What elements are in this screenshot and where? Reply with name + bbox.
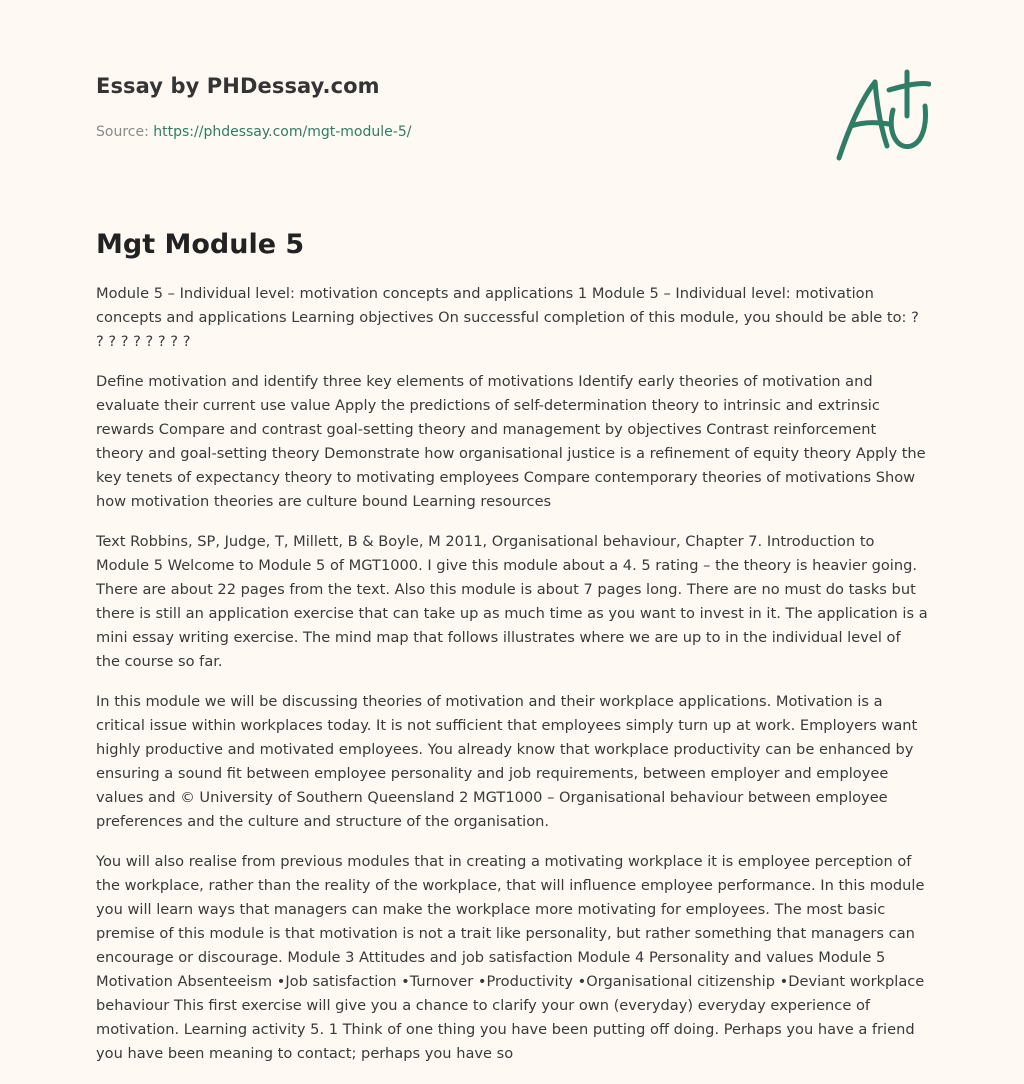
source-link[interactable]: https://phdessay.com/mgt-module-5/ <box>153 124 412 140</box>
essay-paragraph: You will also realise from previous modules that in creating a motivating workplace it is employee perception of the workplace, rather than the reality of the workplace, that will influence employee performance. In this module you will learn ways that managers can make the workplace more motivating for employees. The most basic premise of this module is that motivation is not a trait like personality, but rather something that managers can encourage or discourage. Module 3 Attitudes and job satisfaction Module 4 Personality and values Module 5 Motivation Absenteeism •Job satisfaction •Turnover •Productivity •Organisational citizenship •Deviant workplace behaviour This first exercise will give you a chance to clarify your own (everyday) everyday experience of motivation. Learning activity 5. 1 Think of one thing you have been putting off doing. Perhaps you have a friend you have been meaning to contact; perhaps you have so <box>96 853 925 1062</box>
essay-paragraph: Module 5 – Individual level: motivation concepts and applications 1 Module 5 – Individual level: motivation concepts and applications Learning objectives On successful completion of this module, you should be able to: ? ? ? ? ? ? ? ? ? <box>96 285 919 350</box>
site-title: Essay by PHDessay.com <box>96 74 380 98</box>
source-line <box>96 124 411 140</box>
essay-paragraph: Define motivation and identify three key elements of motivations Identify early theories of motivation and evaluate their current use value Apply the predictions of self-determination theory to intrinsic and extrinsic rewards Compare and contrast goal-setting theory and management by objectives Contrast reinforcement theory and goal-setting theory Demonstrate how organisational justice is a refinement of equity theory Apply the key tenets of expectancy theory to motivating employees Compare contemporary theories of motivations Show how motivation theories are culture bound Learning resources <box>96 373 926 510</box>
essay-paragraph: In this module we will be discussing theories of motivation and their workplace applications. Motivation is a critical issue within workplaces today. It is not sufficient that employees simply turn up at work. Employers want highly productive and motivated employees. You already know that workplace productivity can be enhanced by ensuring a sound fit between employee personality and job requirements, between employer and employee values and © University of Southern Queensland 2 MGT1000 – Organisational behaviour between employee preferences and the culture and structure of the organisation. <box>96 693 918 830</box>
essay-paragraph: Text Robbins, SP, Judge, T, Millett, B & Boyle, M 2011, Organisational behaviour, Chapter 7. Introduction to Module 5 Welcome to Module 5 of MGT1000. I give this module about a 4. 5 rating – the theory is heavier going. There are about 22 pages from the text. Also this module is about 7 pages long. There are no must do tasks but there is still an application exercise that can take up as much time as you want to invest in it. The application is a mini essay writing exercise. The mind map that follows illustrates where we are up to in the individual level of the course so far. <box>96 533 928 670</box>
essay-content <box>96 282 928 1066</box>
header <box>96 0 928 190</box>
source-label: Source: <box>96 124 154 140</box>
a-plus-logo-icon <box>831 66 931 166</box>
essay-title: Mgt Module 5 <box>96 229 305 260</box>
